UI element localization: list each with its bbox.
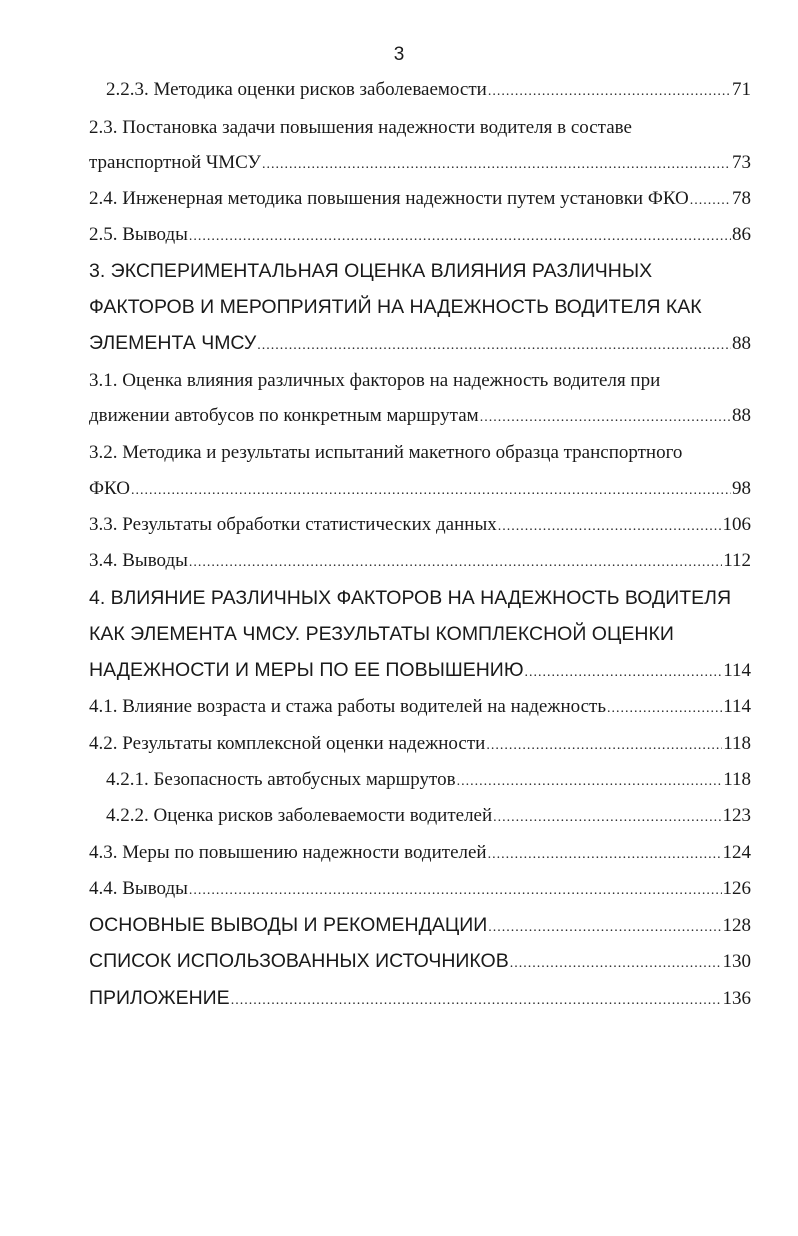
- toc-leader-dots: [231, 988, 722, 1014]
- toc-entry-title: 4.2.2. Оценка рисков заболеваемости водителей: [106, 805, 493, 826]
- toc-entry-page: 118: [723, 733, 751, 754]
- toc-entry-title: 4.2.1. Безопасность автобусных маршрутов: [106, 769, 456, 790]
- toc-leader-dots: [488, 842, 722, 868]
- toc-leader-dots: [189, 550, 722, 576]
- toc-entry-page: 130: [722, 951, 751, 972]
- toc-entry-title: 2.3. Постановка задачи повышения надежности водителя в составе: [89, 117, 632, 138]
- toc-entry-4-3: [89, 840, 751, 866]
- toc-entry-page: 128: [722, 915, 751, 936]
- toc-entry-page: 78: [732, 188, 751, 209]
- toc-entry-3-2-line1: [89, 440, 751, 466]
- toc-leader-dots: [189, 224, 731, 250]
- toc-entry-page: 86: [732, 224, 751, 245]
- toc-entry-title: 3.3. Результаты обработки статистических данных: [89, 514, 497, 535]
- toc-entry-3-1-line1: [89, 368, 751, 394]
- page-number: 3: [393, 44, 405, 65]
- toc-entry-3-line2: [89, 294, 751, 320]
- toc-entry-title: 3.1. Оценка влияния различных факторов на надежность водителя при: [89, 370, 661, 391]
- toc-leader-dots: [189, 878, 722, 904]
- toc-entry-page: 71: [732, 79, 751, 100]
- toc-entry-references: [89, 948, 751, 974]
- toc-entry-4-line2: [89, 621, 751, 647]
- toc-entry-page: 124: [722, 842, 751, 863]
- toc-entry-4-line1: [89, 585, 751, 611]
- toc-entry-title: 3.2. Методика и результаты испытаний макетного образца транспортного: [89, 442, 683, 463]
- toc-entry-page: 98: [732, 478, 751, 499]
- toc-entry-title: ПРИЛОЖЕНИЕ: [89, 987, 230, 1009]
- toc-entry-page: 88: [732, 333, 751, 354]
- toc-entry-title: 4.1. Влияние возраста и стажа работы водителей на надежность: [89, 696, 606, 717]
- toc-leader-dots: [493, 805, 721, 831]
- toc-entry-title: КАК ЭЛЕМЕНТА ЧМСУ. РЕЗУЛЬТАТЫ КОМПЛЕКСНОЙ ОЦЕНКИ: [89, 623, 674, 645]
- toc-entry-page: 114: [723, 660, 751, 681]
- toc-entry-page: 88: [732, 405, 751, 426]
- toc-entry-title: 2.2.3. Методика оценки рисков заболеваемости: [106, 79, 487, 100]
- toc-entry-title: НАДЕЖНОСТИ И МЕРЫ ПО ЕЕ ПОВЫШЕНИЮ: [89, 659, 524, 681]
- toc-entry-page: 126: [722, 878, 751, 899]
- toc-entry-title: движении автобусов по конкретным маршрутам: [89, 405, 479, 426]
- toc-entry-title: транспортной ЧМСУ: [89, 152, 261, 173]
- toc-entry-title: 2.5. Выводы: [89, 224, 188, 245]
- toc-entry-4-1: [89, 694, 751, 720]
- toc-entry-title: СПИСОК ИСПОЛЬЗОВАННЫХ ИСТОЧНИКОВ: [89, 950, 509, 972]
- toc-entry-4-line3: [89, 657, 751, 683]
- toc-leader-dots: [510, 951, 722, 977]
- toc-entry-title: ОСНОВНЫЕ ВЫВОДЫ И РЕКОМЕНДАЦИИ: [89, 914, 488, 936]
- toc-entry-page: 73: [732, 152, 751, 173]
- toc-leader-dots: [486, 733, 722, 759]
- toc-entry-title: 3. ЭКСПЕРИМЕНТАЛЬНАЯ ОЦЕНКА ВЛИЯНИЯ РАЗЛИЧНЫХ: [89, 260, 653, 282]
- toc-entry-3-line1: [89, 258, 751, 284]
- toc-leader-dots: [690, 188, 731, 214]
- toc-entry-conclusions: [89, 912, 751, 938]
- toc-entry-appendix: [89, 985, 751, 1011]
- toc-entry-4-4: [89, 876, 751, 902]
- toc-entry-2-3-line2: [89, 150, 751, 176]
- toc-entry-2-4: [89, 186, 751, 212]
- toc-entry-title: 2.4. Инженерная методика повышения надежности путем установки ФКО: [89, 188, 689, 209]
- toc-entry-title: 4.4. Выводы: [89, 878, 188, 899]
- toc-entry-title: ЭЛЕМЕНТА ЧМСУ: [89, 332, 257, 354]
- toc-entry-3-4: [89, 548, 751, 574]
- toc-entry-page: 136: [722, 988, 751, 1009]
- toc-entry-4-2-2: [106, 803, 751, 829]
- toc-entry-2-3-line1: [89, 115, 751, 141]
- toc-entry-3-2-line2: [89, 476, 751, 502]
- toc-entry-title: 4. ВЛИЯНИЕ РАЗЛИЧНЫХ ФАКТОРОВ НА НАДЕЖНОСТЬ ВОДИТЕЛЯ: [89, 587, 732, 609]
- toc-entry-page: 114: [723, 696, 751, 717]
- toc-entry-3-1-line2: [89, 403, 751, 429]
- toc-entry-2-5: [89, 222, 751, 248]
- toc-leader-dots: [498, 514, 722, 540]
- toc-entry-page: 112: [723, 550, 751, 571]
- toc-entry-page: 106: [722, 514, 751, 535]
- toc-entry-page: 123: [722, 805, 751, 826]
- toc-leader-dots: [607, 696, 722, 722]
- toc-entry-2-2-3: [106, 77, 751, 103]
- toc-leader-dots: [525, 660, 723, 686]
- toc-leader-dots: [488, 79, 731, 105]
- toc-entry-4-2-1: [106, 767, 751, 793]
- toc-entry-page: 118: [723, 769, 751, 790]
- toc-entry-title: 3.4. Выводы: [89, 550, 188, 571]
- toc-leader-dots: [262, 152, 731, 178]
- toc-leader-dots: [257, 333, 731, 359]
- toc-leader-dots: [131, 478, 731, 504]
- toc-entry-4-2: [89, 731, 751, 757]
- toc-leader-dots: [457, 769, 723, 795]
- toc-entry-title: 4.3. Меры по повышению надежности водителей: [89, 842, 487, 863]
- toc-leader-dots: [480, 405, 731, 431]
- toc-leader-dots: [488, 915, 721, 941]
- toc-entry-title: ФАКТОРОВ И МЕРОПРИЯТИЙ НА НАДЕЖНОСТЬ ВОДИТЕЛЯ КАК: [89, 296, 702, 318]
- toc-entry-3-3: [89, 512, 751, 538]
- toc-entry-title: 4.2. Результаты комплексной оценки надежности: [89, 733, 486, 754]
- toc-entry-3-line3: [89, 330, 751, 356]
- toc-entry-title: ФКО: [89, 478, 130, 499]
